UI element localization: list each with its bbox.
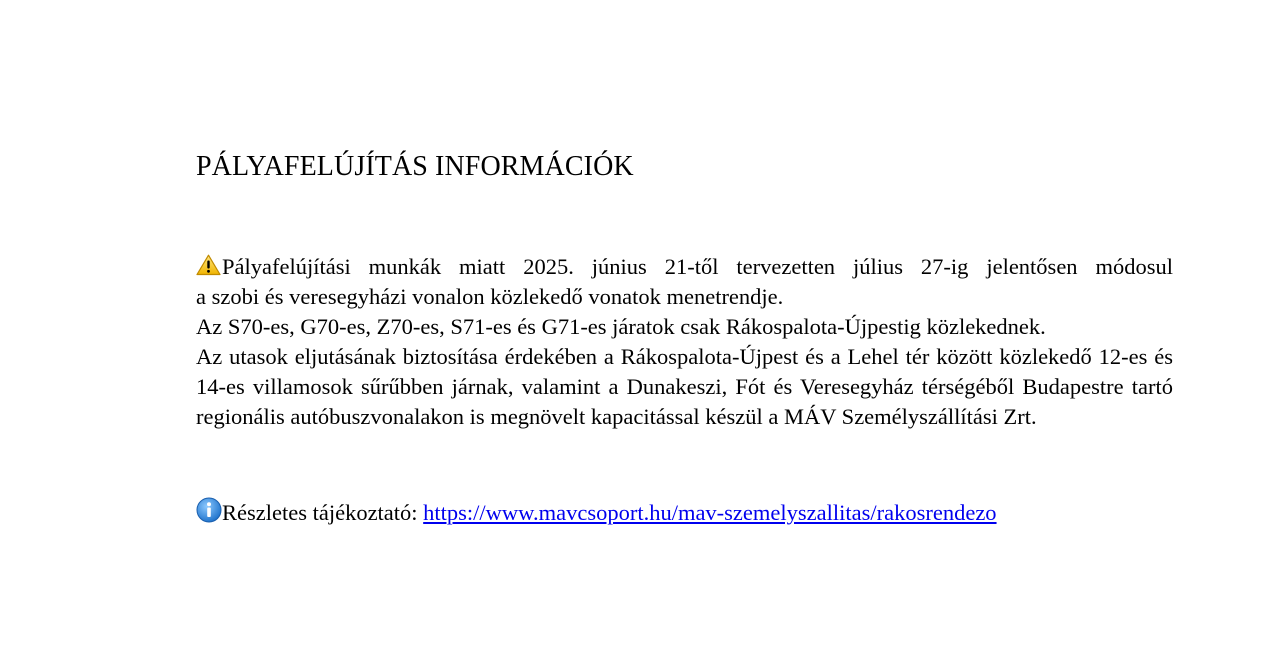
notice-line-3: Az S70-es, G70-es, Z70-es, S71-es és G71-es járatok csak Rákospalota-Újpestig közlekednek. — [196, 314, 1046, 339]
notice-paragraph: Az utasok eljutásának biztosítása érdekében a Rákospalota-Újpest és a Lehel tér között közlekedő 12-es és 14-es villamosok sűrűbben járnak, valamint a Dunakeszi, Fót és Veresegyház térségéből Budapestre tartó regionális autóbuszvonalakon is megnövelt kapacitással készül a MÁV Személyszállítási Zrt. — [196, 344, 1173, 429]
page-title: PÁLYAFELÚJÍTÁS INFORMÁCIÓK — [196, 151, 634, 182]
notice-line-2: a szobi és veresegyházi vonalon közlekedő vonatok menetrendje. — [196, 284, 784, 309]
details-link[interactable]: https://www.mavcsoport.hu/mav-szemelyszallitas/rakosrendezo — [423, 500, 997, 525]
warning-icon — [196, 254, 221, 276]
notice-line-1 — [196, 252, 1173, 282]
notice-block — [196, 252, 1173, 432]
info-icon — [196, 497, 222, 523]
info-row — [196, 497, 997, 528]
notice-line-1-text: Pályafelújítási munkák miatt 2025. június 21-től tervezetten július 27-ig jelentősen módosul — [222, 254, 1173, 279]
info-label: Részletes tájékoztató: — [222, 500, 424, 525]
